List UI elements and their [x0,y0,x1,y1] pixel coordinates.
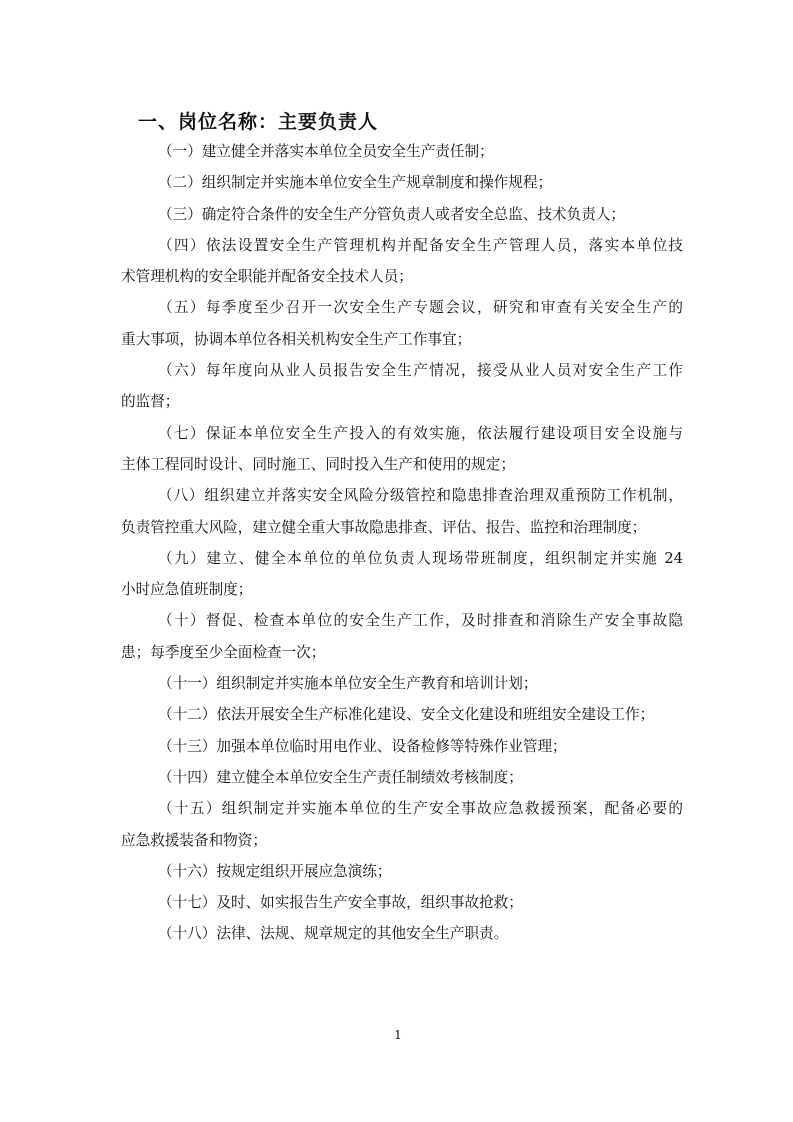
duty-item-line: （三）确定符合条件的安全生产分管负责人或者安全总监、技术负责人； [158,205,626,223]
duty-item-line: 重大事项，协调本单位各相关机构安全生产工作事宜； [121,330,472,348]
duty-item [121,141,683,172]
duty-item-line: （十三）加强本单位临时用电作业、设备检修等特殊作业管理； [158,737,567,755]
duty-item-line: 应急救援装备和物资； [121,831,267,849]
duty-item [121,297,683,360]
duty-item [121,767,683,798]
duty-item [121,892,683,923]
duty-item [121,204,683,235]
duty-item-line: 术管理机构的安全职能并配备安全技术人员； [121,268,413,286]
duty-item-line: （十八）法律、法规、规章规定的其他安全生产职责。 [158,925,509,943]
duty-item-line: 主体工程同时设计、同时施工、同时投入生产和使用的规定； [121,455,516,473]
duty-item-line: 小时应急值班制度； [121,581,253,599]
duty-item-line: （九）建立、健全本单位的单位负责人现场带班制度，组织制定并实施 24 [158,549,683,567]
duty-item-line: （十七）及时、如实报告生产安全事故，组织事故抢救； [158,894,523,912]
duty-item-line: （二）组织制定并实施本单位安全生产规章制度和操作规程； [158,174,553,192]
duty-item-line: （一）建立健全并落实本单位全员安全生产责任制； [158,143,494,160]
duty-item-line: （十六）按规定组织开展应急演练； [158,862,392,880]
duty-item [121,610,683,673]
duty-item-line: （六）每年度向从业人员报告安全生产情况，接受从业人员对安全生产工作 [158,362,683,380]
duty-item-line: （十一）组织制定并实施本单位安全生产教育和培训计划； [158,675,538,693]
duty-item [121,704,683,735]
duty-item [121,423,683,486]
duty-item [121,736,683,767]
duty-item-line: （五）每季度至少召开一次安全生产专题会议，研究和审查有关安全生产的 [158,299,683,317]
duty-item [121,798,683,861]
duty-item-line: （十五）组织制定并实施本单位的生产安全事故应急救援预案，配备必要的 [158,800,683,818]
duty-item-line: 患；每季度至少全面检查一次； [121,643,326,661]
duty-item [121,172,683,203]
duty-item [121,673,683,704]
duty-item [121,923,683,954]
duty-item [121,861,683,892]
page-number: 1 [394,1028,402,1042]
duty-item-line: （八）组织建立并落实安全风险分级管控和隐患排查治理双重预防工作机制， [158,487,683,505]
duty-item [121,485,683,548]
duty-item [121,360,683,423]
duty-list [121,141,683,955]
duty-item-line: （十二）依法开展安全生产标准化建设、安全文化建设和班组安全建设工作； [158,706,655,724]
duty-item-line: 的监督； [121,393,180,411]
duty-item-line: （七）保证本单位安全生产投入的有效实施，依法履行建设项目安全设施与 [158,424,683,442]
duty-item-line: （十）督促、检查本单位的安全生产工作，及时排查和消除生产安全事故隐 [158,612,683,630]
duty-item-line: （四）依法设置安全生产管理机构并配备安全生产管理人员，落实本单位技 [158,236,683,254]
duty-item [121,548,683,611]
duty-item [121,235,683,298]
duty-item-line: 负责管控重大风险，建立健全重大事故隐患排查、评估、报告、监控和治理制度； [121,518,647,536]
section-heading: 一、岗位名称：主要负责人 [138,111,379,133]
duty-item-line: （十四）建立健全本单位安全生产责任制绩效考核制度； [158,768,523,786]
